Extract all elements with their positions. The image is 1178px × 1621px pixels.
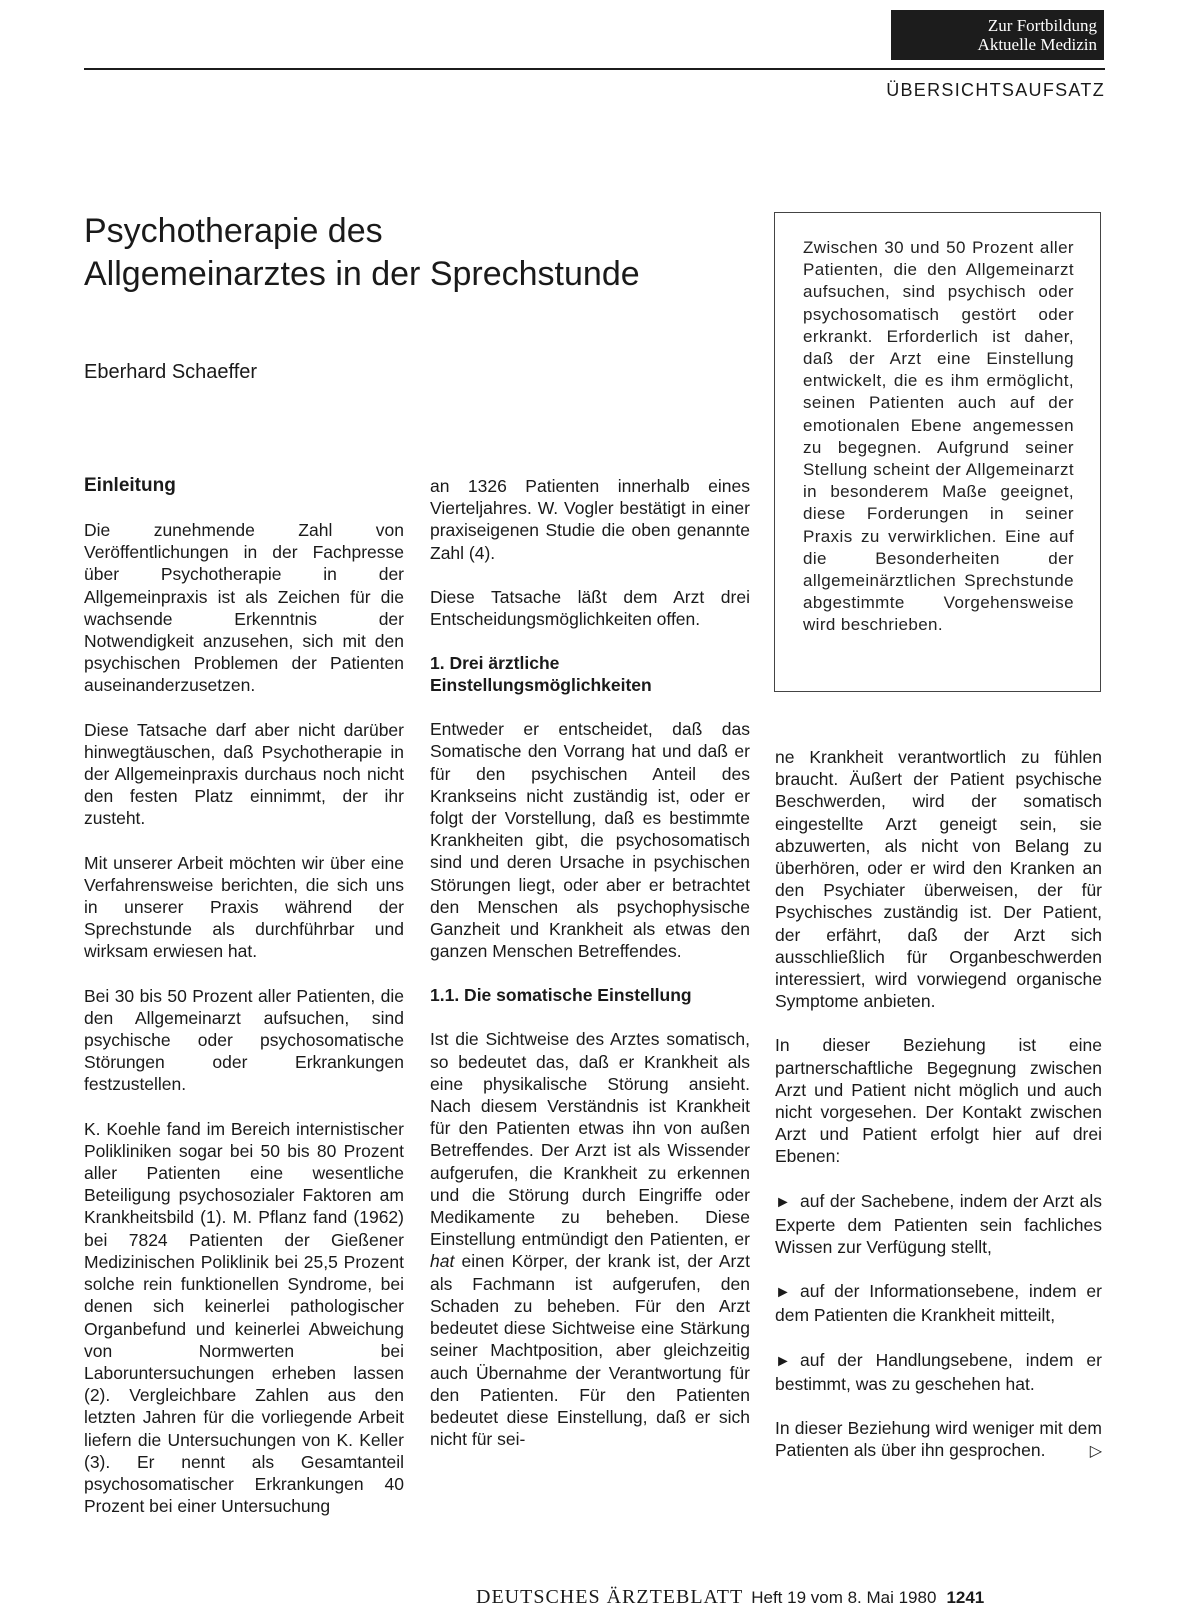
- text-run: In dieser Beziehung wird weniger mit dem Patienten als über ihn gesprochen.: [775, 1418, 1102, 1461]
- heading-einleitung: Einleitung: [84, 475, 176, 496]
- paragraph: In dieser Beziehung ist eine partnerschaftliche Begegnung zwischen Arzt und Patient nicht möglich und auch nicht vorgesehen. Der Kontakt zwischen Arzt und Patient erfolgt hier auf drei Ebenen:: [775, 1035, 1102, 1167]
- title-line-2: Allgemeinarztes in der Sprechstunde: [84, 255, 640, 293]
- bullet-text: auf der Informationsebene, indem er dem Patienten die Krankheit mitteilt,: [775, 1281, 1102, 1326]
- issue-info: Heft 19 vom 8. Mai 1980: [751, 1588, 937, 1607]
- page-footer: [476, 1586, 984, 1609]
- abstract-box: Zwischen 30 und 50 Prozent aller Patienten, die den Allgemeinarzt aufsuchen, sind psychisch oder psychosomatisch gestört oder erkrankt. Erforderlich ist daher, daß der Arzt eine Einstellung entwickelt, die es ihm ermöglicht, seinen Patienten auch auf der emotionalen Ebene angemessen zu begegnen. Aufgrund seiner Stellung scheint der Allgemeinarzt in besonderem Maße geeignet, diese Forderungen in seiner Praxis zu verwirklichen. Eine auf die Besonderheiten der allgemeinärztlichen Sprechstunde abgestimmte Vorgehensweise wird beschrieben.: [774, 212, 1101, 692]
- title-line-1: Psychotherapie des: [84, 212, 383, 250]
- header-rule: [84, 68, 1105, 70]
- heading-line: Einstellungsmöglichkeiten: [430, 675, 652, 696]
- column-1: [84, 475, 404, 1517]
- rubric-line-2: Aktuelle Medizin: [977, 35, 1097, 54]
- bullet-text: auf der Sachebene, indem der Arzt als Experte dem Patienten sein fachliches Wissen zur Verfügung stellt,: [775, 1190, 1102, 1258]
- bullet-item: [775, 1280, 1102, 1326]
- paragraph: Entweder er entscheidet, daß das Somatische den Vorrang hat und daß er für den psychischen Anteil des Krankseins nicht zuständig ist, oder er folgt der Vorstellung, daß es bestimmte Krankheiten gibt, die psychosomatisch sind und deren Ursache in psychischen Störungen liegt, oder aber er betrachtet den Menschen als psychophysische Ganzheit und Krankheit als etwas den ganzen Menschen Betreffendes.: [430, 719, 750, 962]
- paragraph: [775, 1417, 1102, 1461]
- bullet-icon: ►: [775, 1352, 791, 1370]
- author-name: Eberhard Schaeffer: [84, 361, 258, 383]
- section-label: ÜBERSICHTSAUFSATZ: [886, 80, 1105, 100]
- heading-line: 1. Drei ärztliche: [430, 653, 560, 674]
- rubric-badge: [891, 10, 1104, 60]
- paragraph: ne Krankheit verantwortlich zu fühlen braucht. Äußert der Patient psychische Beschwerden, wird der somatisch eingestellte Arzt geneigt sein, sie abzuwerten, als nicht von Belang zu überhören, oder er wird den Kranken an den Psychiater überweisen, der für Psychisches zuständig ist. Der Patient, der erfährt, daß der Arzt sich ausschließlich für Organbeschwerden interessiert, wird vorwiegend organische Symptome anbieten.: [775, 747, 1102, 1012]
- heading-section-1-1: 1.1. Die somatische Einstellung: [430, 985, 692, 1006]
- paragraph: Bei 30 bis 50 Prozent aller Patienten, die den Allgemeinarzt aufsuchen, sind psychische oder psychosomatische Störungen oder Erkrankungen festzustellen.: [84, 985, 404, 1095]
- bullet-item: [775, 1349, 1102, 1395]
- italic-text: hat: [430, 1251, 455, 1272]
- bullet-icon: ►: [775, 1284, 791, 1302]
- paragraph: Diese Tatsache läßt dem Arzt drei Entscheidungsmöglichkeiten offen.: [430, 586, 750, 630]
- paragraph: [430, 1028, 750, 1450]
- heading-section-1: [430, 652, 750, 696]
- text-run: einen Körper, der krank ist, der Arzt als Fachmann ist aufgerufen, den Schaden zu beheben. Für den Arzt bedeutet diese Sichtweise eine Stärkung seiner Machtposition, aber gleichzeitig auch Übernahme der Verantwortung für den Patienten. Für den Patienten bedeutet diese Einstellung, daß er sich nicht für sei-: [430, 1251, 750, 1450]
- paragraph: Mit unserer Arbeit möchten wir über eine Verfahrensweise berichten, die sich uns in unserer Praxis während der Sprechstunde als durchführbar und wirksam erwiesen hat.: [84, 852, 404, 962]
- paragraph: Diese Tatsache darf aber nicht darüber hinwegtäuschen, daß Psychotherapie in der Allgemeinpraxis durchaus noch nicht den festen Platz einnimmt, der ihr zusteht.: [84, 719, 404, 829]
- column-2: [430, 475, 750, 1450]
- paragraph: Die zunehmende Zahl von Veröffentlichungen in der Fachpresse über Psychotherapie in der Allgemeinpraxis ist als Zeichen für die wachsende Erkenntnis der Notwendigkeit anzusehen, sich mit den psychischen Problemen der Patienten auseinanderzusetzen.: [84, 520, 404, 696]
- article-title: [84, 210, 764, 296]
- bullet-icon: ►: [775, 1193, 791, 1211]
- paragraph: an 1326 Patienten innerhalb eines Vierteljahres. W. Vogler bestätigt in einer praxiseigenen Studie die oben genannte Zahl (4).: [430, 476, 750, 563]
- bullet-item: [775, 1190, 1102, 1259]
- column-3: [775, 746, 1102, 1463]
- rubric-line-1: Zur Fortbildung: [987, 16, 1097, 35]
- page-number: 1241: [946, 1588, 985, 1607]
- continue-arrow-icon: ▷: [1089, 1443, 1102, 1461]
- journal-name: DEUTSCHES ÄRZTEBLATT: [476, 1586, 744, 1608]
- bullet-text: auf der Handlungsebene, indem er bestimmt, was zu geschehen hat.: [775, 1349, 1102, 1394]
- paragraph: K. Koehle fand im Bereich internistischer Polikliniken sogar bei 50 bis 80 Prozent aller Patienten eine wesentliche Beteiligung psychosozialer Faktoren am Krankheitsbild (1). M. Pflanz fand (1962) bei 7824 Patienten der Gießener Medizinischen Poliklinik bei 25,5 Prozent solche rein funktionellen Syndrome, bei denen sich keinerlei pathologischer Organbefund und keinerlei Abweichung von Normwerten bei Laboruntersuchungen erheben lassen (2). Vergleichbare Zahlen aus den letzten Jahren für die vorliegende Arbeit liefern die Untersuchungen von K. Keller (3). Er nennt als Gesamtanteil psychosomatischer Erkrankungen 40 Prozent bei einer Untersuchung: [84, 1118, 404, 1517]
- text-run: Ist die Sichtweise des Arztes somatisch, so bedeutet das, daß er Krankheit als eine physikalische Störung ansieht. Nach diesem Verständnis ist Krankheit für den Patienten etwas ihn von außen Betreffendes. Der Arzt ist als Wissender aufgerufen, die Krankheit zu erkennen und die Störung durch Eingriffe oder Medikamente zu beheben. Diese Einstellung entmündigt den Patienten, er: [430, 1029, 750, 1250]
